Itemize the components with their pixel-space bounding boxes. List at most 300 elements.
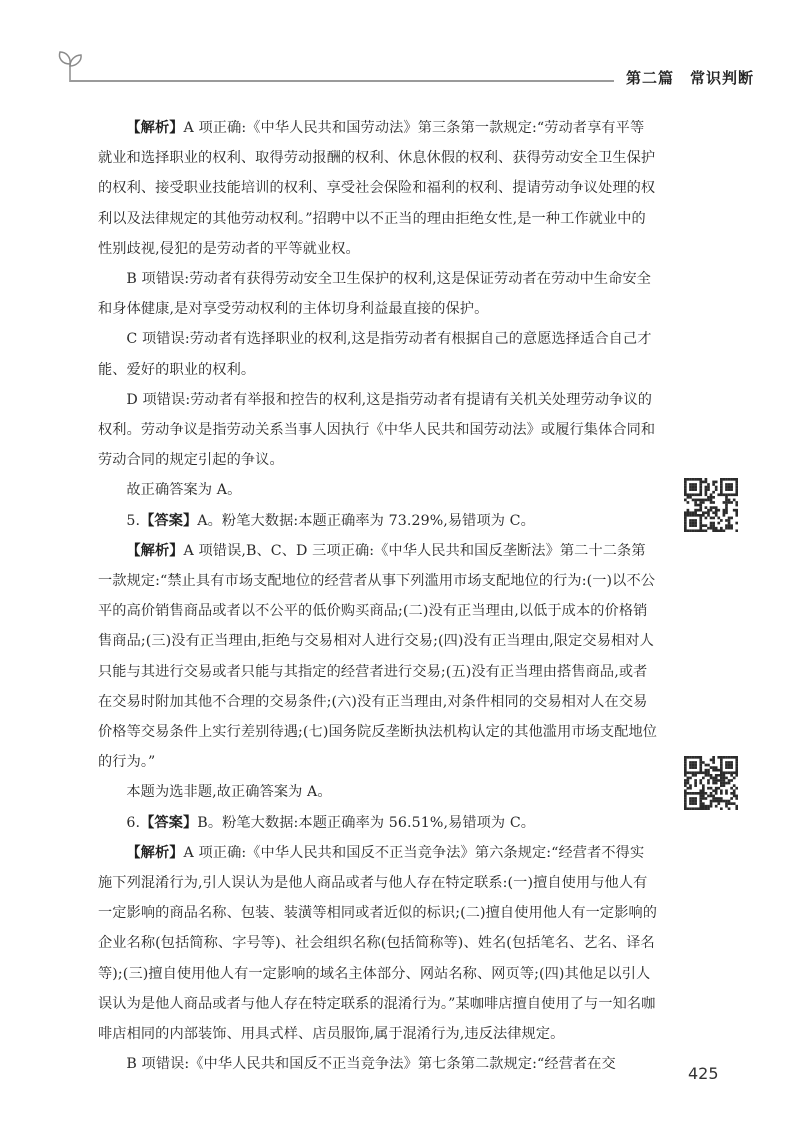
qr-module [684, 779, 687, 782]
qr-module [715, 779, 718, 782]
qr-module [730, 756, 733, 759]
qr-module [723, 784, 726, 787]
main-content [98, 113, 658, 1080]
qr-module [728, 756, 731, 759]
qr-module [687, 807, 690, 810]
qr-module [715, 488, 718, 491]
qr-module [717, 522, 720, 525]
qr-module [697, 807, 700, 810]
qr-module [702, 787, 705, 790]
qr-module [730, 486, 733, 489]
qr-module [699, 493, 702, 496]
qr-module [723, 529, 726, 532]
qr-module [715, 805, 718, 808]
qr-module [710, 509, 713, 512]
qr-module [694, 483, 697, 486]
qr-module [730, 802, 733, 805]
sprout-icon [56, 50, 96, 84]
qr-module [717, 756, 720, 759]
qr-module [733, 802, 736, 805]
qr-module [699, 514, 702, 517]
bracket-label: 【解析】 [126, 844, 184, 861]
qr-module [730, 771, 733, 774]
qr-module [684, 774, 687, 777]
qr-module [723, 514, 726, 517]
qr-module [717, 517, 720, 520]
qr-module [689, 771, 692, 774]
qr-module [712, 511, 715, 514]
qr-module [720, 759, 723, 762]
qr-module [720, 527, 723, 530]
qr-module [707, 509, 710, 512]
qr-module [702, 514, 705, 517]
qr-module [735, 491, 738, 494]
qr-module [699, 769, 702, 772]
qr-module [728, 488, 731, 491]
qr-module [707, 807, 710, 810]
qr-module [733, 478, 736, 481]
qr-module [694, 756, 697, 759]
qr-module [689, 511, 692, 514]
qr-module [694, 774, 697, 777]
qr-module [725, 501, 728, 504]
qr-module [717, 800, 720, 803]
qr-module [710, 795, 713, 798]
qr-module [735, 488, 738, 491]
qr-module [684, 756, 687, 759]
paragraph-text: 故正确答案为 A。 [126, 482, 242, 499]
qr-module [723, 501, 726, 504]
qr-module [689, 792, 692, 795]
qr-module [710, 777, 713, 780]
qr-module [684, 789, 687, 792]
qr-module [699, 527, 702, 530]
qr-module [687, 501, 690, 504]
qr-module [720, 493, 723, 496]
qr-module [689, 519, 692, 522]
qr-module [705, 774, 708, 777]
qr-module [723, 511, 726, 514]
qr-module [735, 529, 738, 532]
qr-module [689, 802, 692, 805]
qr-module [735, 493, 738, 496]
qr-module [689, 493, 692, 496]
qr-module [733, 792, 736, 795]
qr-module [728, 501, 731, 504]
qr-module [725, 805, 728, 808]
qr-module [712, 506, 715, 509]
qr-module [720, 483, 723, 486]
qr-module [702, 481, 705, 484]
qr-module [730, 764, 733, 767]
qr-module [712, 481, 715, 484]
qr-module [699, 529, 702, 532]
qr-module [720, 529, 723, 532]
qr-module [705, 797, 708, 800]
qr-module [699, 481, 702, 484]
qr-module [707, 771, 710, 774]
qr-module [735, 807, 738, 810]
qr-module [725, 789, 728, 792]
qr-module [689, 496, 692, 499]
qr-module [697, 509, 700, 512]
qr-module [707, 805, 710, 808]
qr-module [710, 766, 713, 769]
qr-module [692, 478, 695, 481]
qr-module [733, 777, 736, 780]
qr-module [735, 764, 738, 767]
qr-module [699, 805, 702, 808]
qr-module [723, 493, 726, 496]
qr-module [687, 529, 690, 532]
qr-module [720, 797, 723, 800]
paragraph-text: A。粉笔大数据:本题正确率为 73.29%,易错项为 C。 [197, 512, 535, 529]
qr-module [725, 486, 728, 489]
qr-module [712, 501, 715, 504]
qr-module [735, 797, 738, 800]
qr-module [712, 483, 715, 486]
bracket-label: 【答案】 [140, 814, 198, 831]
qr-module [684, 519, 687, 522]
qr-module [730, 774, 733, 777]
qr-module [728, 761, 731, 764]
qr-module [705, 529, 708, 532]
qr-module [715, 766, 718, 769]
qr-module [712, 496, 715, 499]
qr-module [707, 764, 710, 767]
qr-module [687, 514, 690, 517]
qr-module [684, 764, 687, 767]
qr-module [712, 491, 715, 494]
qr-module [687, 496, 690, 499]
qr-module [707, 782, 710, 785]
qr-module [684, 522, 687, 525]
qr-module [684, 499, 687, 502]
qr-module [705, 486, 708, 489]
qr-module [684, 792, 687, 795]
qr-module [699, 761, 702, 764]
qr-module [689, 766, 692, 769]
qr-module [720, 761, 723, 764]
qr-module [707, 511, 710, 514]
qr-module [692, 800, 695, 803]
qr-module [689, 524, 692, 527]
qr-module [710, 759, 713, 762]
qr-module [694, 524, 697, 527]
qr-module [684, 488, 687, 491]
qr-module [715, 527, 718, 530]
qr-module [723, 774, 726, 777]
qr-module [699, 488, 702, 491]
qr-module [728, 522, 731, 525]
qr-module [699, 491, 702, 494]
qr-module [687, 478, 690, 481]
qr-module [712, 789, 715, 792]
qr-module [715, 514, 718, 517]
page-number: 425 [688, 1064, 719, 1083]
qr-module [689, 787, 692, 790]
qr-module [699, 506, 702, 509]
paragraph [98, 385, 658, 476]
qr-module [707, 483, 710, 486]
qr-module [694, 514, 697, 517]
header-rule [70, 80, 614, 82]
qr-module [710, 496, 713, 499]
qr-module [689, 764, 692, 767]
qr-module [735, 478, 738, 481]
qr-module [710, 524, 713, 527]
qr-code-icon[interactable] [684, 756, 738, 810]
qr-module [694, 797, 697, 800]
qr-module [702, 797, 705, 800]
qr-module [720, 792, 723, 795]
qr-module [710, 517, 713, 520]
qr-module [735, 761, 738, 764]
qr-module [735, 509, 738, 512]
qr-module [712, 782, 715, 785]
qr-module [730, 483, 733, 486]
qr-module [735, 756, 738, 759]
qr-module [735, 787, 738, 790]
qr-module [687, 756, 690, 759]
qr-module [705, 506, 708, 509]
qr-module [720, 771, 723, 774]
qr-module [689, 756, 692, 759]
qr-module [689, 478, 692, 481]
qr-module [715, 769, 718, 772]
qr-module [735, 501, 738, 504]
qr-module [712, 517, 715, 520]
qr-module [735, 771, 738, 774]
qr-module [728, 766, 731, 769]
qr-module [687, 509, 690, 512]
qr-module [692, 529, 695, 532]
qr-module [705, 517, 708, 520]
qr-module [720, 789, 723, 792]
qr-module [717, 774, 720, 777]
qr-module [710, 787, 713, 790]
qr-module [720, 777, 723, 780]
qr-module [694, 486, 697, 489]
qr-module [684, 483, 687, 486]
qr-module [735, 522, 738, 525]
qr-module [707, 787, 710, 790]
qr-module [694, 511, 697, 514]
qr-module [705, 481, 708, 484]
qr-module [720, 481, 723, 484]
qr-module [684, 800, 687, 803]
qr-module [699, 756, 702, 759]
qr-module [712, 779, 715, 782]
question-number: 6. [126, 814, 141, 831]
qr-module [692, 511, 695, 514]
qr-module [699, 771, 702, 774]
qr-module [725, 511, 728, 514]
qr-module [694, 779, 697, 782]
qr-module [712, 759, 715, 762]
qr-module [725, 496, 728, 499]
qr-module [723, 509, 726, 512]
qr-module [728, 483, 731, 486]
qr-module [705, 478, 708, 481]
qr-module [684, 797, 687, 800]
qr-module [720, 486, 723, 489]
qr-module [723, 756, 726, 759]
qr-module [699, 764, 702, 767]
qr-module [710, 792, 713, 795]
qr-module [715, 777, 718, 780]
qr-module [733, 771, 736, 774]
qr-module [728, 486, 731, 489]
qr-module [728, 771, 731, 774]
qr-module [694, 488, 697, 491]
qr-module [725, 499, 728, 502]
qr-module [728, 478, 731, 481]
qr-module [692, 792, 695, 795]
qr-module [710, 493, 713, 496]
qr-module [715, 782, 718, 785]
answer-paragraph [98, 808, 658, 838]
qr-module [699, 792, 702, 795]
qr-module [725, 761, 728, 764]
qr-module [702, 802, 705, 805]
qr-module [699, 524, 702, 527]
qr-module [694, 792, 697, 795]
qr-module [733, 499, 736, 502]
question-number: 5. [126, 512, 141, 529]
qr-module [689, 522, 692, 525]
qr-module [712, 766, 715, 769]
qr-module [707, 496, 710, 499]
qr-module [689, 514, 692, 517]
paragraph [98, 264, 658, 324]
qr-module [710, 499, 713, 502]
qr-module [712, 529, 715, 532]
qr-module [728, 499, 731, 502]
qr-module [702, 789, 705, 792]
qr-module [710, 774, 713, 777]
qr-module [712, 527, 715, 530]
qr-module [694, 784, 697, 787]
qr-module [707, 514, 710, 517]
qr-module [730, 766, 733, 769]
qr-module [694, 522, 697, 525]
qr-module [712, 522, 715, 525]
qr-module [735, 504, 738, 507]
qr-module [684, 517, 687, 520]
qr-module [694, 504, 697, 507]
qr-module [707, 486, 710, 489]
qr-module [707, 499, 710, 502]
qr-module [684, 486, 687, 489]
qr-module [720, 782, 723, 785]
page-header [0, 0, 800, 100]
qr-module [684, 761, 687, 764]
qr-module [689, 483, 692, 486]
qr-module [725, 478, 728, 481]
qr-module [699, 501, 702, 504]
qr-module [694, 771, 697, 774]
qr-module [710, 802, 713, 805]
qr-module [712, 756, 715, 759]
qr-module [712, 524, 715, 527]
qr-module [715, 486, 718, 489]
qr-module [725, 519, 728, 522]
paragraph-text: B 项错误:劳动者有获得劳动安全卫生保护的权利,这是保证劳动者在劳动中生命安全和身体健康,是对享受劳动权利的主体切身利益最直接的保护。 [98, 271, 652, 318]
qr-module [707, 488, 710, 491]
qr-module [720, 779, 723, 782]
qr-module [725, 493, 728, 496]
qr-module [735, 795, 738, 798]
qr-module [733, 493, 736, 496]
qr-module [720, 519, 723, 522]
qr-module [684, 795, 687, 798]
qr-module [728, 779, 731, 782]
qr-module [712, 777, 715, 780]
qr-module [725, 488, 728, 491]
qr-module [687, 493, 690, 496]
qr-module [730, 792, 733, 795]
qr-module [712, 797, 715, 800]
qr-module [730, 787, 733, 790]
qr-module [705, 792, 708, 795]
qr-module [699, 504, 702, 507]
qr-module [725, 766, 728, 769]
qr-module [735, 483, 738, 486]
qr-module [684, 759, 687, 762]
qr-module [723, 779, 726, 782]
qr-module [720, 784, 723, 787]
qr-module [699, 486, 702, 489]
qr-module [689, 797, 692, 800]
qr-module [725, 771, 728, 774]
qr-module [720, 800, 723, 803]
qr-module [684, 805, 687, 808]
paragraph [98, 838, 658, 1049]
qr-module [707, 527, 710, 530]
qr-module [684, 782, 687, 785]
qr-module [725, 524, 728, 527]
section-title: 第二篇 常识判断 [626, 69, 755, 87]
qr-module [699, 795, 702, 798]
qr-code-icon[interactable] [684, 478, 738, 532]
qr-module [689, 529, 692, 532]
qr-module [694, 807, 697, 810]
qr-module [699, 519, 702, 522]
qr-module [707, 779, 710, 782]
qr-module [705, 511, 708, 514]
qr-module [715, 774, 718, 777]
qr-module [712, 769, 715, 772]
qr-module [728, 782, 731, 785]
qr-module [728, 807, 731, 810]
qr-module [725, 782, 728, 785]
paragraph-text: B 项错误:《中华人民共和国反不正当竞争法》第七条第二款规定:“经营者在交 [126, 1056, 616, 1073]
qr-module [697, 792, 700, 795]
qr-module [684, 493, 687, 496]
qr-module [689, 777, 692, 780]
qr-module [707, 774, 710, 777]
qr-module [692, 797, 695, 800]
qr-module [694, 782, 697, 785]
qr-module [710, 501, 713, 504]
qr-module [728, 800, 731, 803]
qr-module [692, 483, 695, 486]
qr-module [723, 771, 726, 774]
qr-module [699, 782, 702, 785]
qr-module [689, 807, 692, 810]
qr-module [684, 771, 687, 774]
